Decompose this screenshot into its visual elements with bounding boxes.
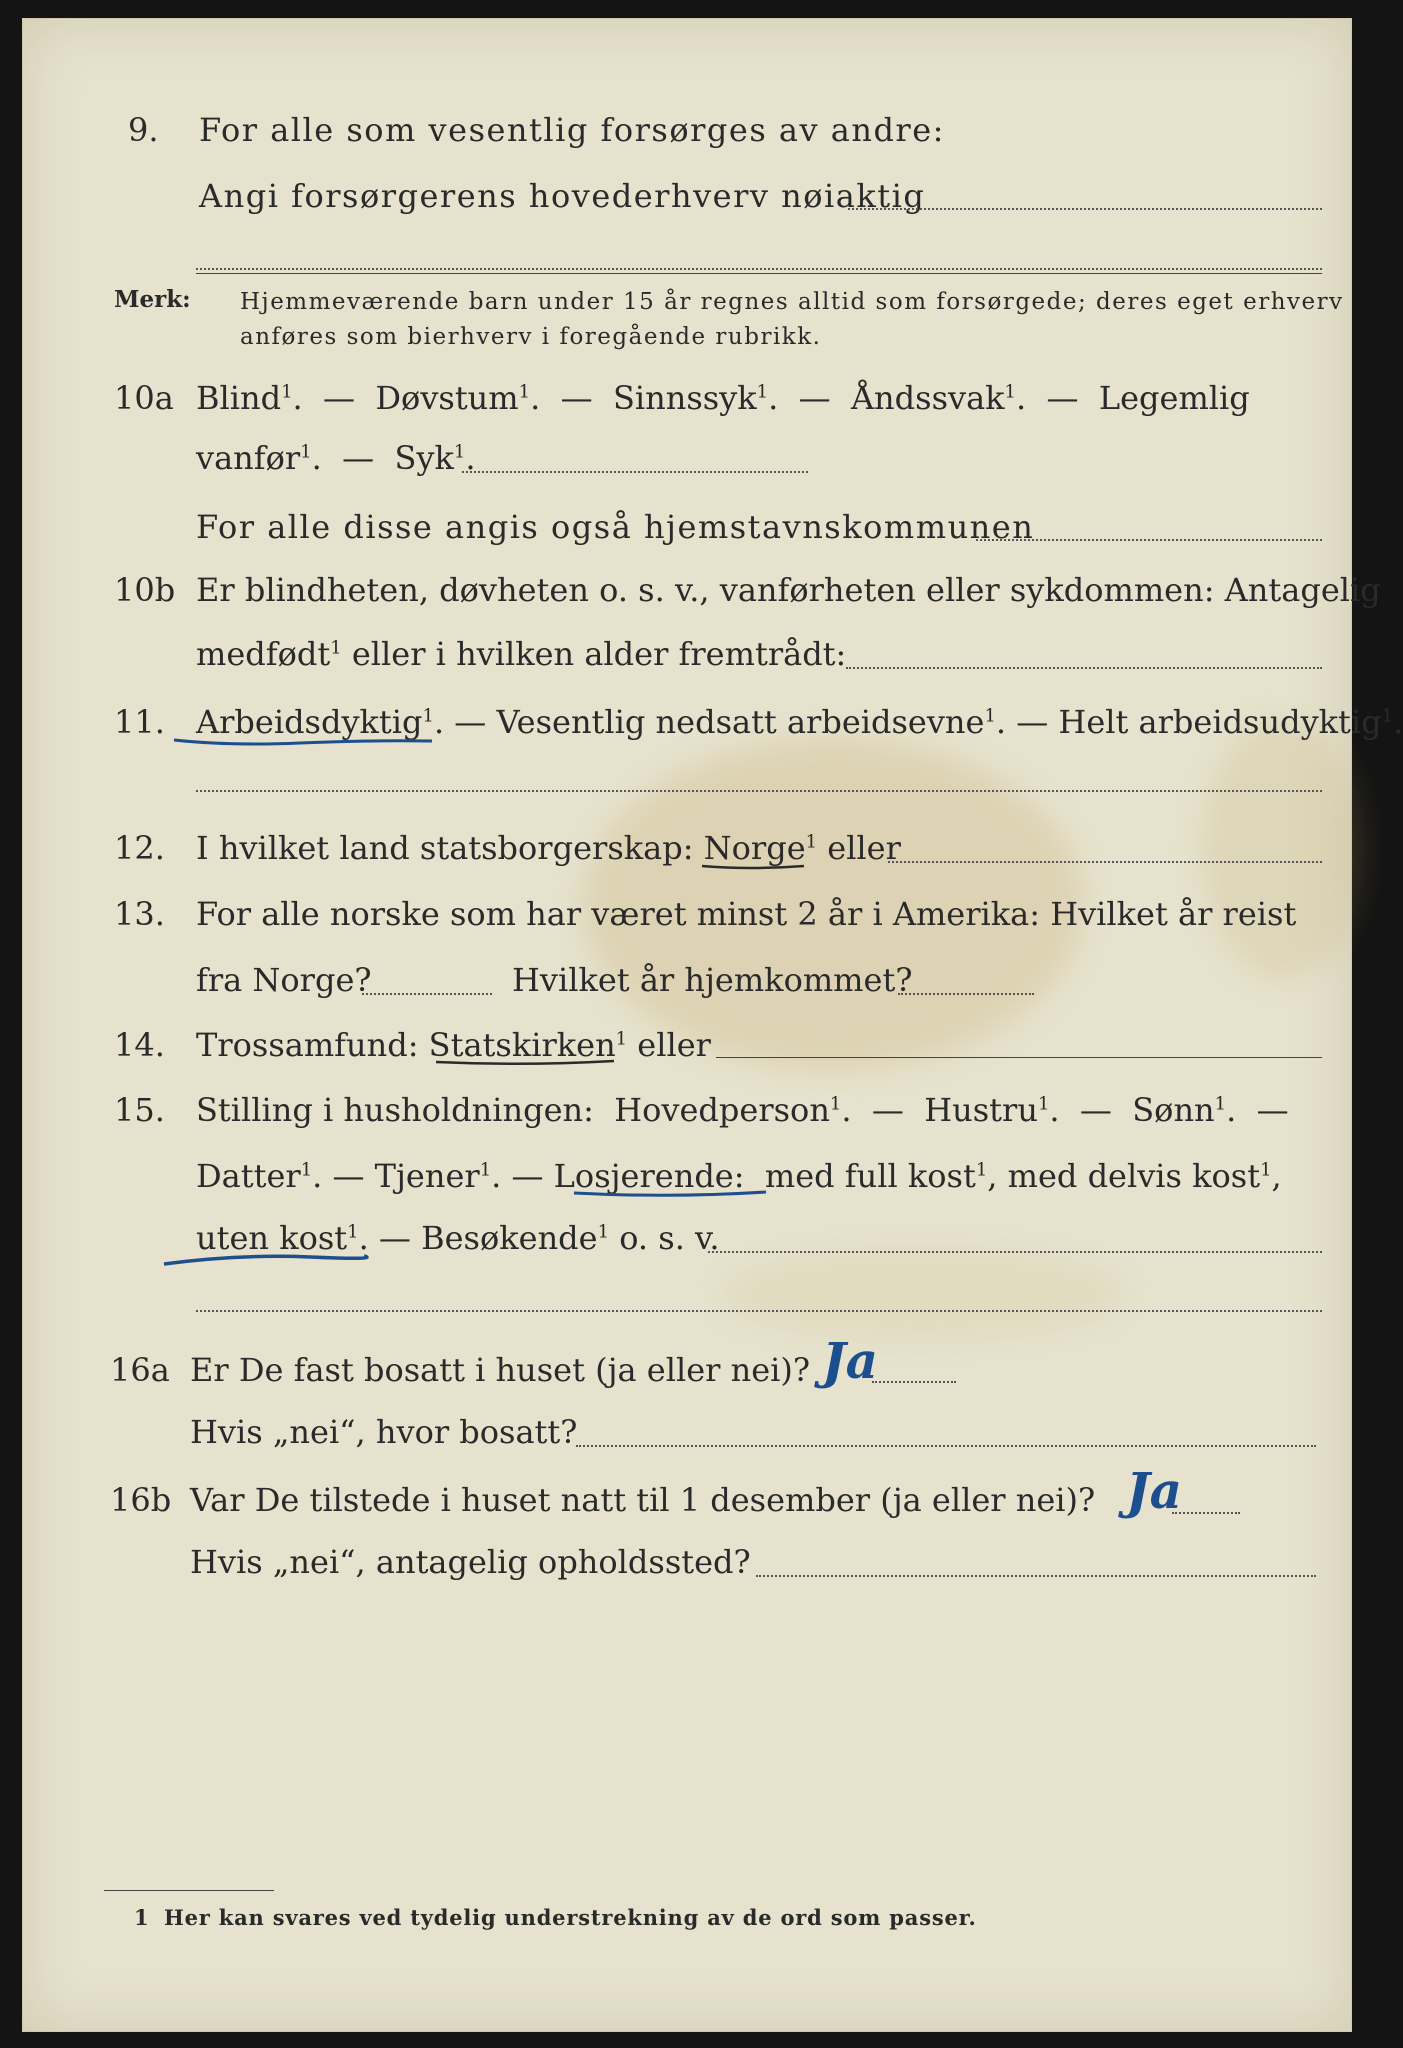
handwritten-underline-losjerende: [572, 1186, 772, 1202]
footnote-text: Her kan svares ved tydelig understrekning av de ord som passer.: [164, 1905, 977, 1930]
q15-answer-line-2[interactable]: [196, 1310, 1322, 1312]
paper-stain: [723, 1249, 1123, 1339]
q12-line: I hvilket land statsborgerskap: Norge$^1$ eller: [196, 829, 901, 867]
handwritten-underline-uten-kost: [160, 1248, 370, 1270]
q13-hjemkommet-line[interactable]: [898, 993, 1034, 995]
opt-besokende[interactable]: Besøkende: [421, 1219, 598, 1257]
opt-udyktig[interactable]: Helt arbeidsudyktig: [1058, 703, 1382, 741]
opt-arbeidsdyktig[interactable]: Arbeidsdyktig: [196, 703, 423, 741]
q16a-bosatt-line[interactable]: [576, 1445, 1316, 1447]
q16a-handwritten-answer: Ja: [822, 1331, 879, 1390]
q10a-number: 10a: [114, 379, 174, 417]
opt-sonn[interactable]: Sønn: [1132, 1091, 1215, 1129]
opt-vanfor[interactable]: vanfør: [196, 439, 301, 477]
q16a-answer-line[interactable]: [872, 1381, 956, 1383]
q12-answer-line[interactable]: [888, 861, 1322, 863]
opt-delvis-kost[interactable]: med delvis kost: [1007, 1157, 1261, 1195]
handwritten-underline-arbeidsdyktig: [170, 732, 440, 752]
q12-number: 12.: [114, 829, 165, 867]
handwritten-underline-statskirken: [434, 1056, 620, 1070]
q15-line3: uten kost$^1$. — Besøkende$^1$ o. s. v.: [196, 1219, 720, 1257]
q16b-line2: Hvis „nei“, antagelig opholdssted?: [190, 1543, 751, 1581]
opt-norge[interactable]: Norge: [703, 829, 806, 867]
q10b-number: 10b: [114, 571, 176, 609]
opt-dovstum[interactable]: Døvstum: [375, 379, 519, 417]
handwritten-underline-norge: [700, 860, 810, 874]
q11-answer-line[interactable]: [196, 790, 1322, 792]
q9-answer-line[interactable]: [848, 208, 1322, 210]
opt-hovedperson[interactable]: Hovedperson: [614, 1091, 830, 1129]
q11-number: 11.: [114, 703, 165, 741]
q13-hjemkommet: Hvilket år hjemkommet?: [512, 961, 913, 999]
q15-number: 15.: [114, 1091, 165, 1129]
q10a-answer-line[interactable]: [462, 471, 808, 473]
merk-line1: Hjemmeværende barn under 15 år regnes alltid som forsørgede; deres eget erhverv: [240, 289, 1344, 315]
q13-fra-norge: fra Norge?: [196, 961, 372, 999]
q16b-number: 16b: [110, 1481, 172, 1519]
opt-statskirken[interactable]: Statskirken: [428, 1026, 616, 1064]
section-divider: [196, 273, 1322, 274]
q15-answer-line[interactable]: [708, 1251, 1322, 1253]
opt-tjener[interactable]: Tjener: [374, 1157, 480, 1195]
q16b-handwritten-answer: Ja: [1126, 1461, 1183, 1520]
q14-answer-line[interactable]: [716, 1057, 1322, 1058]
q16a-line1: Er De fast bosatt i huset (ja eller nei)?: [190, 1351, 811, 1389]
opt-blind[interactable]: Blind: [196, 379, 282, 417]
q16a-number: 16a: [110, 1351, 170, 1389]
q13-number: 13.: [114, 895, 165, 933]
opt-uten-kost[interactable]: uten kost: [196, 1219, 348, 1257]
opt-datter[interactable]: Datter: [196, 1157, 301, 1195]
q13-line1: For alle norske som har været minst 2 år i Amerika: Hvilket år reist: [196, 895, 1297, 933]
q16b-line1: Var De tilstede i huset natt til 1 desember (ja eller nei)?: [190, 1481, 1096, 1519]
opt-nedsatt[interactable]: Vesentlig nedsatt arbeidsevne: [496, 703, 985, 741]
q13-reist-line[interactable]: [362, 993, 492, 995]
opt-andssvak[interactable]: Åndssvak: [850, 379, 1005, 417]
q15-line1: Stilling i husholdningen: Hovedperson$^1$. — Hustru$^1$. — Sønn$^1$. —: [196, 1091, 1289, 1129]
opt-hustru[interactable]: Hustru: [924, 1091, 1038, 1129]
opt-syk[interactable]: Syk: [394, 439, 454, 477]
q10b-line1: Er blindheten, døvheten o. s. v., vanførheten eller sykdommen: Antagelig: [196, 571, 1381, 609]
q16b-opholdssted-line[interactable]: [756, 1575, 1316, 1577]
opt-medfodt[interactable]: medfødt: [196, 635, 331, 673]
footnote-rule: [104, 1890, 274, 1891]
opt-full-kost[interactable]: med full kost: [764, 1157, 976, 1195]
opt-losjerende[interactable]: Losjerende:: [553, 1157, 745, 1195]
q10a-line2: vanfør$^1$. — Syk$^1$.: [196, 439, 476, 477]
q10b-answer-line[interactable]: [846, 667, 1322, 669]
q16b-answer-line[interactable]: [1172, 1512, 1240, 1514]
q10a-line3: For alle disse angis også hjemstavnskommunen: [196, 508, 1035, 546]
q14-line: Trossamfund: Statskirken$^1$ eller: [196, 1026, 711, 1064]
paper-stain: [1203, 719, 1363, 979]
merk-line2: anføres som bierhverv i foregående rubrikk.: [240, 324, 822, 350]
q9-number: 9.: [128, 111, 159, 149]
q10a-line1: Blind$^1$. — Døvstum$^1$. — Sinnssyk$^1$. — Åndssvak$^1$. — Legemlig: [196, 379, 1250, 417]
q15-line2: Datter$^1$. — Tjener$^1$. — Losjerende: med full kost$^1$, med delvis kost$^1$,: [196, 1157, 1282, 1195]
opt-sinnssyk[interactable]: Sinnssyk: [612, 379, 757, 417]
q9-text-line2: Angi forsørgerens hovederhverv nøiaktig: [199, 177, 926, 215]
opt-legemlig[interactable]: Legemlig: [1098, 379, 1250, 417]
q9-answer-line-2[interactable]: [196, 268, 1322, 270]
q10a-hjemstavn-line[interactable]: [976, 539, 1322, 541]
footnote-mark: 1: [134, 1905, 149, 1930]
merk-label: Merk:: [114, 286, 191, 313]
q16a-line2: Hvis „nei“, hvor bosatt?: [190, 1413, 578, 1451]
q14-number: 14.: [114, 1026, 165, 1064]
q9-text-line1: For alle som vesentlig forsørges av andre:: [199, 111, 945, 149]
q10b-line2: medfødt$^1$ eller i hvilken alder fremtrådt:: [196, 635, 847, 673]
q11-line: Arbeidsdyktig$^1$. — Vesentlig nedsatt arbeidsevne$^1$. — Helt arbeidsudyktig$^1$.: [196, 703, 1403, 741]
